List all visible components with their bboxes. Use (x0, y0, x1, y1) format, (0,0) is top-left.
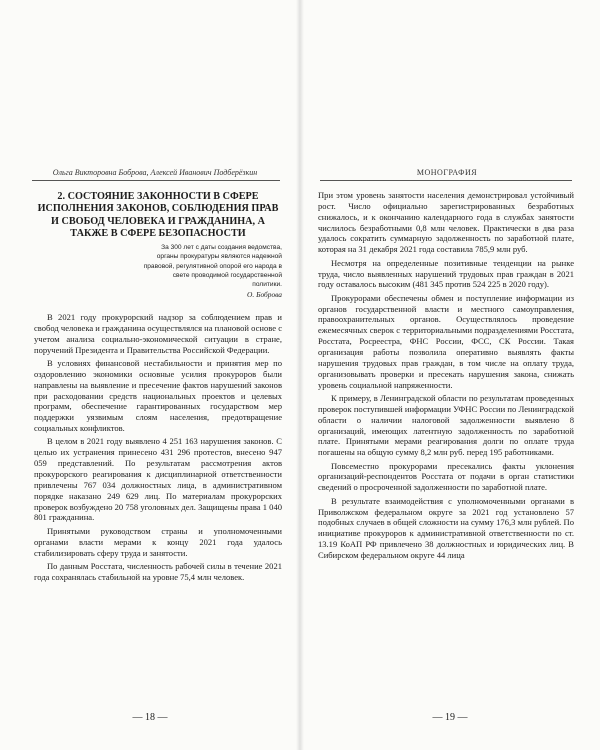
paragraph: В 2021 году прокурорский надзор за соблюдением прав и свобод человека и гражданина осуществлялся на плановой основе с учетом анализа социально-экономической ситуации в стране, поручений Президента и Правительства Российской Федерации. (34, 312, 282, 355)
right-body-text (318, 190, 574, 563)
paragraph: В условиях финансовой нестабильности и принятия мер по оздоровлению экономики основные усилия прокуроров были направлены на выявление и пресечение фактов нарушений законов при расходовании средств национальных проектов и целевых программ, обеспечение гарантированных государством мер поддержки уязвимым слоям населения, предотвращение социальных конфликтов. (34, 357, 282, 434)
left-page-number: — 18 — (132, 712, 168, 723)
epigraph-author: О. Боброва (247, 290, 282, 300)
right-running-head: МОНОГРАФИЯ (416, 168, 478, 177)
right-page (300, 0, 600, 750)
paragraph: По данным Росстата, численность рабочей силы в течение 2021 года сохранялась стабильной на уровне 75,4 млн человек. (34, 560, 282, 582)
left-body-text (34, 312, 282, 585)
left-running-head: Ольга Викторовна Боброва, Алексей Иванович Подберёзкин (52, 168, 258, 177)
epigraph (142, 243, 282, 300)
left-header-rule (32, 180, 280, 181)
paragraph: Несмотря на определенные позитивные тенденции на рынке труда, число выявленных нарушений трудовых прав граждан в 2021 году оставалось высоким (481 345 против 524 225 в 2020 году). (318, 257, 574, 290)
book-gutter (296, 0, 304, 750)
paragraph: В целом в 2021 году выявлено 4 251 163 нарушения законов. С целью их устранения принесено 431 296 протестов, внесено 947 059 представлений. По результатам рассмотрения актов прокурорского реагирования к дисциплинарной ответственности привлечены 767 034 должностных лица, в административном порядке наказано 249 629 лиц. По материалам прокурорских проверок возбуждено 20 758 уголовных дел. Защищены права 1 040 801 гражданина. (34, 436, 282, 523)
paragraph: К примеру, в Ленинградской области по результатам проведенных проверок поступившей информации УФНС России по Ленинградской области о наличии налоговой задолженности выявлено 8 организаций, имеющих латентную задолженность по заработной плате. Принятыми мерами реагирования долги по оплате труда погашены на общую сумму 8,2 млн руб. перед 195 работниками. (318, 392, 574, 458)
right-page-number: — 19 — (432, 712, 468, 723)
epigraph-text: За 300 лет с даты создания ведомства, органы прокуратуры являются надежной правовой, регулятивной опорой его народа в свете проводимой государственной политики. (143, 244, 282, 289)
paragraph: Прокурорами обеспечены обмен и поступление информации из органов государственной власти и местного самоуправления, правоохранительных органов. Осуществлялось проведение ежемесячных сверок с территориальными подразделениями Росстата, Росстата, Росреестра, ФНС России, ФСС, СК России. Такая организация работы позволила оперативно выявлять факты нарушения трудовых прав граждан, в том числе на оплату труда, организовывать проверки и пресекать нарушения закона, снижать уровень социальной напряженности. (318, 292, 574, 390)
paragraph: Принятыми руководством страны и уполномоченными органами власти мерами к концу 2021 года удалось стабилизировать сферу труда и занятости. (34, 525, 282, 558)
section-heading: 2. СОСТОЯНИЕ ЗАКОННОСТИ В СФЕРЕ ИСПОЛНЕНИЯ ЗАКОНОВ, СОБЛЮДЕНИЯ ПРАВ И СВОБОД ЧЕЛОВЕКА И ГРАЖДАНИНА, А ТАКЖЕ В СФЕРЕ БЕЗОПАСНОСТИ (37, 191, 279, 240)
paragraph: В результате взаимодействия с уполномоченными органами в Приволжском федеральном округе за 2021 год установлено 57 подобных случаев в общей сложности на сумму 176,3 млн рублей. По инициативе прокуроров к административной ответственности по ст. 13.19 КоАП РФ привлечено 38 должностных и юридических лиц. В Сибирском федеральном округе 44 лица (318, 495, 574, 560)
paragraph: При этом уровень занятости населения демонстрировал устойчивый рост. Число официально зарегистрированных безработных снижалось, и к окончанию календарного года в службах занятости числилось безработными 0,8 млн человек. Практически в два раза удалось сократить суммарную задолженность по заработной плате, которая на 31 декабря 2021 года составила 785,9 млн руб. (318, 190, 574, 255)
right-header-rule (320, 180, 572, 181)
paragraph: Повсеместно прокурорами пресекались факты уклонения организаций-респондентов Росстата от подачи в орган статистики сведений о просроченной задолженности по заработной плате. (318, 460, 574, 493)
